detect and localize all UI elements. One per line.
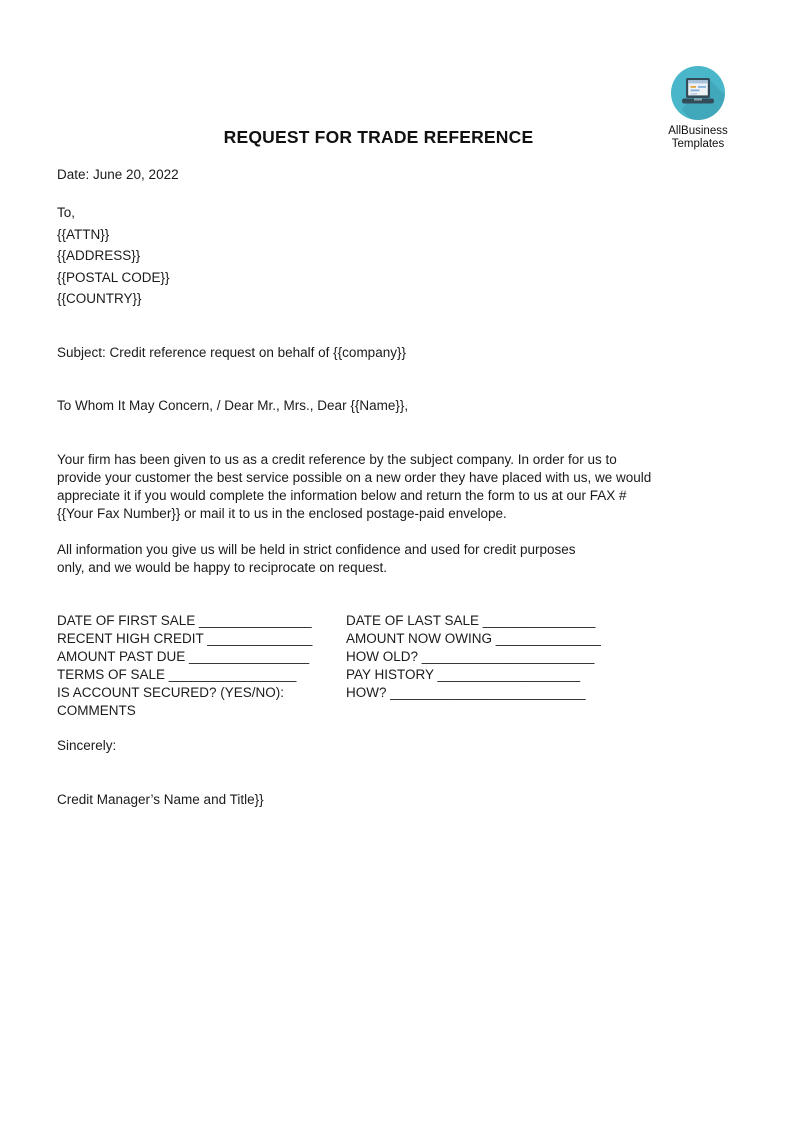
page-title: REQUEST FOR TRADE REFERENCE (223, 127, 534, 147)
field-how-old: HOW OLD? _______________________ (346, 649, 595, 664)
date-line: Date: June 20, 2022 (57, 167, 179, 182)
field-recent-high-credit: RECENT HIGH CREDIT ______________ (57, 631, 313, 646)
salutation-line: To Whom It May Concern, / Dear Mr., Mrs., Dear {{Name}}, (57, 398, 409, 413)
field-date-of-last-sale: DATE OF LAST SALE _______________ (346, 613, 596, 628)
logo-name-line2: Templates (671, 138, 725, 150)
letter-body (57, 0, 700, 809)
paragraph-line: only, and we would be happy to reciprocate on request. (57, 560, 387, 575)
field-comments: COMMENTS (57, 703, 136, 718)
form-row (57, 648, 700, 666)
form-row (57, 666, 700, 684)
recipient-intro: To, (57, 205, 76, 220)
recipient-postal-code-placeholder: {{POSTAL CODE}} (57, 269, 170, 285)
field-how: HOW? __________________________ (346, 685, 586, 700)
subject-line: Subject: Credit reference request on behalf of {{company}} (57, 345, 406, 360)
recipient-country-placeholder: {{COUNTRY}} (57, 291, 142, 306)
form-row (57, 684, 700, 702)
field-amount-past-due: AMOUNT PAST DUE ________________ (57, 649, 310, 664)
field-date-of-first-sale: DATE OF FIRST SALE _______________ (57, 613, 312, 628)
recipient-address-placeholder: {{ADDRESS}} (57, 248, 141, 263)
field-amount-now-owing: AMOUNT NOW OWING ______________ (346, 631, 601, 646)
paragraph-line: {{Your Fax Number}} or mail it to us in the enclosed postage-paid envelope. (57, 506, 507, 521)
form-row (57, 702, 700, 720)
paragraph-line: Your firm has been given to us as a credit reference by the subject company. In order for us to (57, 452, 617, 467)
signature-line: Credit Manager’s Name and Title}} (57, 792, 264, 807)
field-is-account-secured: IS ACCOUNT SECURED? (YES/NO): (57, 685, 285, 700)
body-paragraph-1 (57, 451, 700, 523)
form-row (57, 612, 700, 630)
recipient-attn-placeholder: {{ATTN}} (57, 226, 110, 242)
paragraph-line: All information you give us will be held in strict confidence and used for credit purposes (57, 542, 576, 557)
field-empty (346, 702, 700, 720)
field-terms-of-sale: TERMS OF SALE _________________ (57, 667, 297, 682)
field-pay-history: PAY HISTORY ___________________ (346, 667, 581, 682)
form-row (57, 630, 700, 648)
paragraph-line: provide your customer the best service possible on a new order they have placed with us, we would (57, 470, 652, 485)
paragraph-line: appreciate it if you would complete the information below and return the form to us at our FAX # (57, 488, 627, 503)
logo-name-line1: AllBusiness (668, 125, 728, 137)
trade-reference-form (57, 612, 700, 720)
body-paragraph-2 (57, 541, 700, 577)
closing-sincerely: Sincerely: (57, 738, 117, 753)
